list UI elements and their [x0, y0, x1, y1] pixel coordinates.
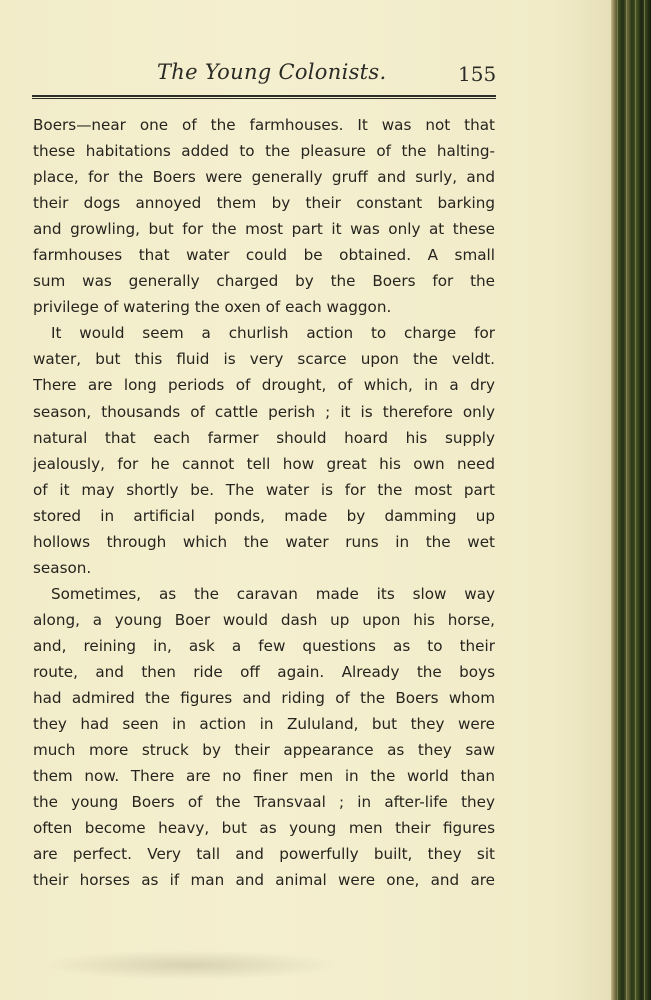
text-line: sum was generally charged by the Boers for the [33, 272, 495, 291]
text-line: along, a young Boer would dash up upon his horse, [33, 610, 495, 629]
running-head: The Young Colonists. [157, 60, 387, 84]
text-line: natural that each farmer should hoard his supply [33, 428, 495, 447]
spine-highlight [644, 0, 645, 1000]
body-text [33, 112, 495, 893]
text-line: and growling, but for the most part it was only at these [33, 220, 495, 239]
text-line: farmhouses that water could be obtained. A small [33, 246, 495, 265]
spine-highlight [617, 0, 618, 1000]
text-line: There are long periods of drought, of which, in a dry [33, 376, 495, 395]
text-line: the young Boers of the Transvaal ; in after-life they [33, 793, 495, 812]
text-line: had admired the figures and riding of the Boers whom [33, 689, 495, 708]
text-line: season. [33, 558, 92, 577]
header-rule [32, 95, 496, 99]
text-line: It would seem a churlish action to charge for [51, 324, 495, 343]
text-line: water, but this fluid is very scarce upon the veldt. [33, 350, 495, 369]
text-line: place, for the Boers were generally gruff and surly, and [33, 168, 495, 187]
page-number: 155 [458, 62, 497, 86]
text-line: them now. There are no finer men in the world than [33, 767, 495, 786]
text-line: of it may shortly be. The water is for the most part [33, 480, 495, 499]
spine-highlight [626, 0, 627, 1000]
text-line: and, reining in, ask a few questions as to their [33, 636, 495, 655]
text-line: they had seen in action in Zululand, but they were [33, 715, 495, 734]
page-header [0, 52, 651, 92]
text-line: route, and then ride off again. Already the boys [33, 662, 495, 681]
spine-highlight [635, 0, 636, 1000]
text-line: jealously, for he cannot tell how great his own need [33, 454, 495, 473]
text-line: much more struck by their appearance as they saw [33, 741, 495, 760]
text-line: Sometimes, as the caravan made its slow way [51, 584, 495, 603]
book-spine-edge [611, 0, 651, 1000]
text-line: often become heavy, but as young men their figures [33, 819, 495, 838]
text-line: stored in artificial ponds, made by damming up [33, 506, 495, 525]
text-line: their dogs annoyed them by their constant barking [33, 194, 495, 213]
text-line: season, thousands of cattle perish ; it is therefore only [33, 402, 495, 421]
text-line: these habitations added to the pleasure of the halting- [33, 142, 495, 161]
text-line: their horses as if man and animal were one, and are [33, 871, 495, 890]
text-line: privilege of watering the oxen of each waggon. [33, 298, 392, 317]
page-shadow [40, 950, 340, 980]
text-line: are perfect. Very tall and powerfully built, they sit [33, 845, 495, 864]
text-line: Boers—near one of the farmhouses. It was not that [33, 116, 495, 134]
text-line: hollows through which the water runs in the wet [33, 532, 495, 551]
